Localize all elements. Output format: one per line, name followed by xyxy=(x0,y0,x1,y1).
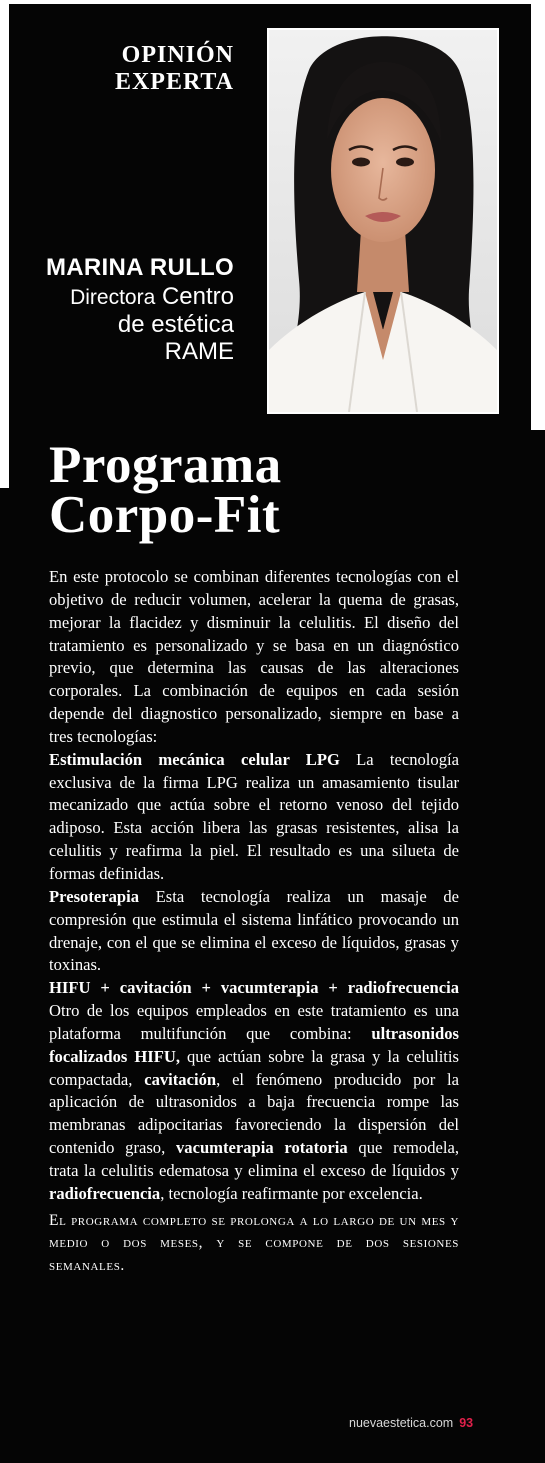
paragraph-lpg xyxy=(49,749,459,886)
section-label-line2: EXPERTA xyxy=(114,69,234,95)
author-role-line1 xyxy=(46,283,234,311)
paragraph-lpg-heading: Estimulación mecánica celular LPG xyxy=(49,749,340,769)
paragraph-intro: En este protocolo se combinan diferentes tecnologías con el objetivo de reducir volumen, acelerar la quema de grasas, mejorar la flacidez y disminuir la celulitis. El diseño del tratamiento es personalizado y se basa en un diagnóstico previo, que determina las causas de las alteraciones corporales. La combinación de equipos en cada sesión depende del diagnostico personalizado, siempre en base a tres tecnologías: xyxy=(49,567,459,746)
article-title-line2: Corpo-Fit xyxy=(49,486,281,544)
footer-site: nuevaestetica.com xyxy=(349,1416,454,1430)
page-edge-left xyxy=(0,0,9,488)
author-role-line2: de estética xyxy=(117,311,234,338)
author-role-title: Directora xyxy=(70,286,156,309)
paragraph-lpg-text: La tecnología exclusiva de la firma LPG realiza un amasamiento tisular mecanizado que actúa sobre el retorno venoso del tejido adiposo. Esta acción libera las grasas resistentes, alisa la celulitis y reafirma la piel. El resultado es una silueta de formas definidas. xyxy=(49,749,459,883)
author-role-org: Centro xyxy=(161,283,234,310)
paragraph-presoterapia-text: Esta tecnología realiza un masaje de compresión que estimula el sistema linfático provocando un drenaje, con el que se elimina el exceso de líquidos, grasas y toxinas. xyxy=(49,886,459,975)
article-title-line1: Programa xyxy=(49,436,282,494)
paragraph-hifu-bold-4: vacumterapia rotatoria xyxy=(175,1138,348,1158)
author-name: MARINA RULLO xyxy=(45,254,234,281)
author-block xyxy=(46,253,234,365)
article-body xyxy=(49,566,459,1277)
paragraph-hifu-text-3: , el fenómeno producido por la aplicación de ultrasonidos a baja frecuencia rompe las membranas adipocitarias favoreciendo la dispersión del contenido graso, xyxy=(49,1069,459,1158)
paragraph-presoterapia-heading: Presoterapia xyxy=(49,886,140,906)
paragraph-hifu-text-2: que actúan sobre la grasa y la celulitis compactada, xyxy=(49,1046,459,1089)
page-number: 93 xyxy=(459,1416,474,1430)
paragraph-presoterapia xyxy=(49,886,459,977)
author-portrait xyxy=(267,28,499,414)
page-edge-right xyxy=(531,0,545,430)
page-footer xyxy=(349,1416,473,1430)
paragraph-hifu-bold-5: radiofrecuencia xyxy=(49,1183,161,1203)
paragraph-hifu-bold-2: ultrasonidos focalizados HIFU, xyxy=(49,1023,459,1066)
paragraph-hifu-text-1: Otro de los equipos empleados en este tratamiento es una plataforma multifunción que combina: xyxy=(49,1001,459,1043)
paragraph-program-duration: El programa completo se prolonga a lo largo de un mes y medio o dos meses, y se compone de dos sesiones semanales. xyxy=(49,1211,459,1274)
section-label-line1: OPINIÓN xyxy=(121,42,234,68)
page-edge-top xyxy=(0,0,545,4)
paragraph-hifu-bold-3: cavitación xyxy=(144,1069,217,1089)
paragraph-hifu xyxy=(49,977,459,1205)
paragraph-hifu-text-4: que remodela, trata la celulitis edematosa y elimina el exceso de líquidos y xyxy=(49,1138,459,1180)
author-role xyxy=(46,283,234,365)
paragraph-hifu-heading: HIFU + cavitación + vacumterapia + radiofrecuencia xyxy=(49,978,459,998)
portrait-illustration xyxy=(269,30,497,412)
article-title xyxy=(49,436,282,544)
paragraph-hifu-text-5: , tecnología reafirmante por excelencia. xyxy=(160,1183,423,1203)
author-role-line3: RAME xyxy=(164,338,234,365)
section-label xyxy=(115,42,234,96)
